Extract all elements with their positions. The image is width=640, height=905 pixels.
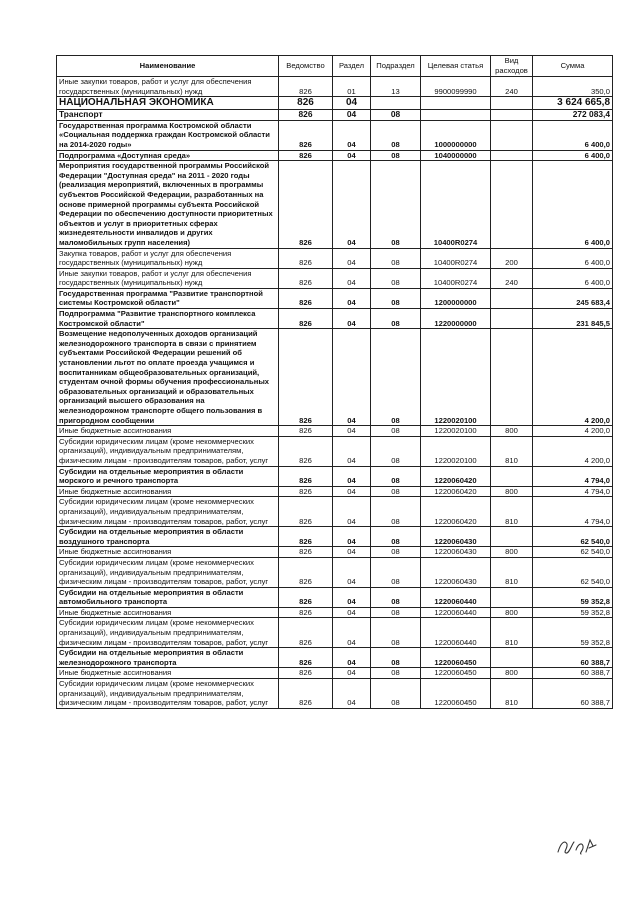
cell-subsection: 08 (371, 161, 421, 248)
cell-name: Субсидии юридическим лицам (кроме некоммерческих организаций), индивидуальным предпринимателям, физическим лицам - производителям товаров, работ, услуг (57, 679, 279, 709)
cell-sum: 4 200,0 (533, 329, 613, 426)
cell-sum: 62 540,0 (533, 557, 613, 587)
cell-dept: 826 (279, 587, 333, 607)
table-row (57, 587, 613, 607)
budget-table-page (56, 55, 612, 709)
cell-exptype (491, 120, 533, 150)
cell-name: Транспорт (57, 110, 279, 121)
table-row (57, 97, 613, 110)
cell-sum: 6 400,0 (533, 268, 613, 288)
table-row (57, 288, 613, 308)
table-row (57, 329, 613, 426)
cell-exptype (491, 527, 533, 547)
table-row (57, 607, 613, 618)
cell-target: 1220020100 (421, 329, 491, 426)
cell-subsection: 08 (371, 527, 421, 547)
cell-target: 9900099990 (421, 77, 491, 97)
cell-exptype (491, 97, 533, 110)
cell-name: Закупка товаров, работ и услуг для обеспечения государственных (муниципальных) нужд (57, 248, 279, 268)
cell-sum: 4 200,0 (533, 426, 613, 437)
cell-name: Подпрограмма «Доступная среда» (57, 150, 279, 161)
cell-sum: 6 400,0 (533, 248, 613, 268)
cell-name: Иные бюджетные ассигнования (57, 547, 279, 558)
cell-subsection: 08 (371, 679, 421, 709)
cell-target: 1220060430 (421, 547, 491, 558)
table-row (57, 77, 613, 97)
cell-section: 04 (333, 268, 371, 288)
cell-exptype: 810 (491, 679, 533, 709)
cell-dept: 826 (279, 436, 333, 466)
cell-name: Иные бюджетные ассигнования (57, 668, 279, 679)
cell-dept: 826 (279, 120, 333, 150)
cell-sum: 59 352,8 (533, 607, 613, 618)
cell-target: 1220060430 (421, 557, 491, 587)
cell-subsection: 08 (371, 587, 421, 607)
table-row (57, 268, 613, 288)
cell-target: 1220000000 (421, 309, 491, 329)
cell-sum: 4 794,0 (533, 466, 613, 486)
cell-subsection: 08 (371, 309, 421, 329)
cell-subsection: 08 (371, 426, 421, 437)
table-row (57, 497, 613, 527)
cell-target: 1220020100 (421, 426, 491, 437)
cell-name: Государственная программа Костромской области «Социальная поддержка граждан Костромской области на 2014-2020 годы» (57, 120, 279, 150)
cell-exptype (491, 466, 533, 486)
cell-exptype: 810 (491, 436, 533, 466)
cell-sum: 3 624 665,8 (533, 97, 613, 110)
table-row (57, 486, 613, 497)
cell-sum: 59 352,8 (533, 618, 613, 648)
cell-name: Иные закупки товаров, работ и услуг для обеспечения государственных (муниципальных) нужд (57, 77, 279, 97)
budget-table (56, 55, 613, 709)
cell-name: Субсидии юридическим лицам (кроме некоммерческих организаций), индивидуальным предпринимателям, физическим лицам - производителям товаров, работ, услуг (57, 436, 279, 466)
cell-subsection: 08 (371, 268, 421, 288)
table-row (57, 668, 613, 679)
table-row (57, 679, 613, 709)
cell-section: 04 (333, 679, 371, 709)
cell-subsection: 08 (371, 607, 421, 618)
cell-target: 10400R0274 (421, 161, 491, 248)
cell-name: Иные закупки товаров, работ и услуг для обеспечения государственных (муниципальных) нужд (57, 268, 279, 288)
cell-sum: 60 388,7 (533, 679, 613, 709)
cell-name: Иные бюджетные ассигнования (57, 426, 279, 437)
table-row (57, 309, 613, 329)
cell-subsection: 08 (371, 288, 421, 308)
cell-subsection: 08 (371, 248, 421, 268)
cell-subsection: 08 (371, 150, 421, 161)
cell-section: 04 (333, 426, 371, 437)
cell-sum: 272 083,4 (533, 110, 613, 121)
cell-subsection: 08 (371, 668, 421, 679)
cell-dept: 826 (279, 547, 333, 558)
cell-subsection: 08 (371, 329, 421, 426)
cell-sum: 350,0 (533, 77, 613, 97)
cell-name: Субсидии на отдельные мероприятия в области автомобильного транспорта (57, 587, 279, 607)
cell-sum: 4 200,0 (533, 436, 613, 466)
cell-subsection: 08 (371, 436, 421, 466)
cell-name: Иные бюджетные ассигнования (57, 486, 279, 497)
cell-section: 04 (333, 648, 371, 668)
cell-exptype: 800 (491, 668, 533, 679)
cell-section: 04 (333, 161, 371, 248)
cell-subsection: 08 (371, 120, 421, 150)
table-row (57, 110, 613, 121)
cell-dept: 826 (279, 618, 333, 648)
cell-name: Субсидии на отдельные мероприятия в области железнодорожного транспорта (57, 648, 279, 668)
cell-exptype (491, 329, 533, 426)
cell-name: Субсидии юридическим лицам (кроме некоммерческих организаций), индивидуальным предпринимателям, физическим лицам - производителям товаров, работ, услуг (57, 497, 279, 527)
cell-target: 10400R0274 (421, 268, 491, 288)
cell-dept: 826 (279, 309, 333, 329)
cell-exptype (491, 309, 533, 329)
cell-dept: 826 (279, 607, 333, 618)
cell-exptype: 800 (491, 426, 533, 437)
header-sum: Сумма (533, 56, 613, 77)
handwritten-page-number (555, 832, 597, 858)
cell-exptype: 800 (491, 607, 533, 618)
table-row (57, 527, 613, 547)
cell-dept: 826 (279, 268, 333, 288)
table-body (57, 77, 613, 709)
cell-exptype (491, 288, 533, 308)
cell-section: 04 (333, 466, 371, 486)
cell-target: 1200000000 (421, 288, 491, 308)
cell-dept: 826 (279, 679, 333, 709)
table-row (57, 426, 613, 437)
cell-target: 1040000000 (421, 150, 491, 161)
cell-exptype: 240 (491, 77, 533, 97)
cell-section: 04 (333, 120, 371, 150)
cell-target (421, 97, 491, 110)
cell-exptype: 810 (491, 557, 533, 587)
cell-target: 1220060450 (421, 679, 491, 709)
cell-dept: 826 (279, 150, 333, 161)
cell-target: 1220060450 (421, 668, 491, 679)
cell-section: 04 (333, 527, 371, 547)
header-target: Целевая статья (421, 56, 491, 77)
cell-subsection (371, 97, 421, 110)
cell-sum: 59 352,8 (533, 587, 613, 607)
cell-section: 04 (333, 436, 371, 466)
cell-name: Мероприятия государственной программы Российской Федерации "Доступная среда" на 2011 - 2020 годы (реализация мероприятий, включенных в программы субъектов Российской Федерации, разработанных на основе примерной программы субъекта Российской Федерации по обеспечению доступности приоритетных объектов и услуг в приоритетных сферах жизнедеятельности инвалидов и других маломобильных групп населения) (57, 161, 279, 248)
table-row (57, 120, 613, 150)
cell-section: 04 (333, 248, 371, 268)
cell-section: 04 (333, 150, 371, 161)
cell-target: 1000000000 (421, 120, 491, 150)
cell-name: НАЦИОНАЛЬНАЯ ЭКОНОМИКА (57, 97, 279, 110)
table-row (57, 248, 613, 268)
cell-name: Иные бюджетные ассигнования (57, 607, 279, 618)
cell-subsection: 08 (371, 648, 421, 668)
cell-dept: 826 (279, 497, 333, 527)
cell-dept: 826 (279, 668, 333, 679)
cell-sum: 62 540,0 (533, 547, 613, 558)
cell-dept: 826 (279, 329, 333, 426)
cell-sum: 62 540,0 (533, 527, 613, 547)
cell-subsection: 08 (371, 547, 421, 558)
table-row (57, 557, 613, 587)
cell-sum: 60 388,7 (533, 648, 613, 668)
cell-dept: 826 (279, 648, 333, 668)
table-row (57, 618, 613, 648)
cell-dept: 826 (279, 97, 333, 110)
header-row (57, 56, 613, 77)
header-name: Наименование (57, 56, 279, 77)
cell-sum: 60 388,7 (533, 668, 613, 679)
cell-target: 1220060420 (421, 486, 491, 497)
cell-section: 04 (333, 110, 371, 121)
cell-target: 1220060440 (421, 607, 491, 618)
header-dept: Ведомство (279, 56, 333, 77)
cell-sum: 231 845,5 (533, 309, 613, 329)
cell-target: 1220060440 (421, 618, 491, 648)
cell-section: 04 (333, 288, 371, 308)
cell-section: 01 (333, 77, 371, 97)
cell-target: 1220020100 (421, 436, 491, 466)
cell-exptype: 800 (491, 486, 533, 497)
header-section: Раздел (333, 56, 371, 77)
table-row (57, 436, 613, 466)
cell-exptype (491, 587, 533, 607)
cell-target: 1220060420 (421, 466, 491, 486)
cell-target (421, 110, 491, 121)
cell-exptype (491, 161, 533, 248)
cell-exptype (491, 648, 533, 668)
cell-name: Подпрограмма "Развитие транспортного комплекса Костромской области" (57, 309, 279, 329)
table-row (57, 150, 613, 161)
cell-subsection: 08 (371, 557, 421, 587)
cell-section: 04 (333, 329, 371, 426)
cell-target: 1220060440 (421, 587, 491, 607)
cell-section: 04 (333, 497, 371, 527)
cell-section: 04 (333, 547, 371, 558)
cell-name: Субсидии юридическим лицам (кроме некоммерческих организаций), индивидуальным предпринимателям, физическим лицам - производителям товаров, работ, услуг (57, 557, 279, 587)
cell-dept: 826 (279, 77, 333, 97)
cell-target: 1220060450 (421, 648, 491, 668)
cell-dept: 826 (279, 557, 333, 587)
cell-exptype: 200 (491, 248, 533, 268)
cell-sum: 6 400,0 (533, 150, 613, 161)
cell-target: 1220060420 (421, 497, 491, 527)
cell-exptype (491, 150, 533, 161)
cell-name: Субсидии юридическим лицам (кроме некоммерческих организаций), индивидуальным предпринимателям, физическим лицам - производителям товаров, работ, услуг (57, 618, 279, 648)
cell-exptype: 800 (491, 547, 533, 558)
cell-section: 04 (333, 668, 371, 679)
cell-subsection: 08 (371, 110, 421, 121)
header-subsection: Подраздел (371, 56, 421, 77)
cell-sum: 245 683,4 (533, 288, 613, 308)
cell-section: 04 (333, 486, 371, 497)
cell-section: 04 (333, 587, 371, 607)
cell-sum: 6 400,0 (533, 120, 613, 150)
cell-subsection: 08 (371, 466, 421, 486)
cell-subsection: 13 (371, 77, 421, 97)
table-row (57, 648, 613, 668)
cell-exptype: 810 (491, 618, 533, 648)
cell-dept: 826 (279, 161, 333, 248)
cell-sum: 4 794,0 (533, 486, 613, 497)
cell-dept: 826 (279, 288, 333, 308)
cell-name: Субсидии на отдельные мероприятия в области морского и речного транспорта (57, 466, 279, 486)
cell-name: Возмещение недополученных доходов организаций железнодорожного транспорта в связи с принятием субъектами Российской Федерации решений об установлении льгот по оплате проезда учащимся и воспитанникам общеобразовательных организаций, студентам очной формы обучения профессиональных образовательных организаций и образовательных организаций высшего образования на железнодорожном транспорте общего пользования в пригородном сообщении (57, 329, 279, 426)
cell-dept: 826 (279, 110, 333, 121)
table-row (57, 466, 613, 486)
cell-dept: 826 (279, 486, 333, 497)
cell-section: 04 (333, 309, 371, 329)
cell-exptype: 240 (491, 268, 533, 288)
cell-sum: 6 400,0 (533, 161, 613, 248)
cell-subsection: 08 (371, 486, 421, 497)
cell-name: Субсидии на отдельные мероприятия в области воздушного транспорта (57, 527, 279, 547)
table-row (57, 161, 613, 248)
cell-exptype: 810 (491, 497, 533, 527)
cell-exptype (491, 110, 533, 121)
cell-target: 10400R0274 (421, 248, 491, 268)
cell-section: 04 (333, 618, 371, 648)
cell-section: 04 (333, 97, 371, 110)
cell-dept: 826 (279, 426, 333, 437)
table-row (57, 547, 613, 558)
cell-section: 04 (333, 557, 371, 587)
cell-subsection: 08 (371, 618, 421, 648)
cell-dept: 826 (279, 466, 333, 486)
cell-dept: 826 (279, 527, 333, 547)
cell-dept: 826 (279, 248, 333, 268)
cell-subsection: 08 (371, 497, 421, 527)
cell-section: 04 (333, 607, 371, 618)
cell-target: 1220060430 (421, 527, 491, 547)
header-exptype: Вид расходов (491, 56, 533, 77)
cell-name: Государственная программа "Развитие транспортной системы Костромской области" (57, 288, 279, 308)
cell-sum: 4 794,0 (533, 497, 613, 527)
